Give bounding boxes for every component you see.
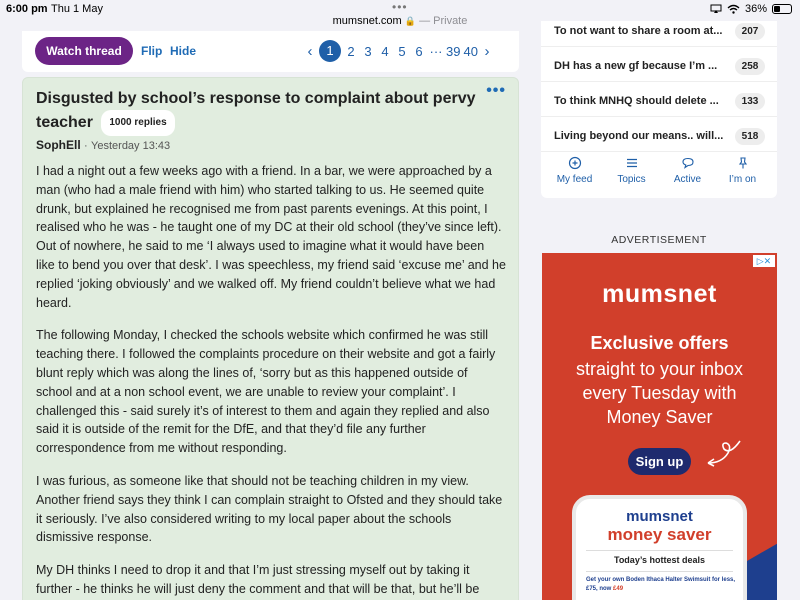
tab-im-on-label: I’m on [728, 174, 757, 185]
thread-item-title: To not want to share a room at... [554, 25, 723, 37]
thread-item-count: 133 [735, 93, 765, 110]
page-1[interactable]: 1 [319, 40, 341, 62]
phone-offer-text: Get your own Boden Ithaca Halter Swimsuit for less, £75, now [586, 577, 736, 592]
popular-threads [541, 21, 777, 198]
ad-signup-button[interactable]: Sign up [628, 448, 691, 475]
phone-offer [586, 576, 736, 594]
post-paragraph: The following Monday, I checked the schools website which confirmed he was still teaching there. I followed the complaints procedure on their website and got a fairly blunt reply which was along the lines of, ‘sorry but as this happened outside of school and at a non school event, we are unable to review your complaint’. I challenged this - said surely it’s of interest to them and again they replied and also said it is outside of the remit for the DfE, and that they’d file any further correspondence from me without responding. [36, 328, 496, 456]
phone-offer-price: £49 [613, 586, 624, 592]
tab-active-label: Active [673, 174, 702, 185]
page-6[interactable]: 6 [415, 43, 423, 59]
replies-badge: 1000 replies [101, 110, 174, 136]
chat-icon [681, 156, 695, 170]
post-body [36, 162, 506, 600]
tab-im-on[interactable] [713, 156, 772, 185]
battery-percent: 36% [744, 3, 767, 15]
thread-item-title: DH has a new gf because I’m ... [554, 60, 718, 72]
post-author[interactable]: SophEll [36, 138, 81, 152]
pagination [304, 40, 493, 62]
page-4[interactable]: 4 [381, 43, 389, 59]
thread-title-text: Disgusted by school’s response to complaint about pervy teacher [36, 90, 476, 131]
meta-separator: · [84, 140, 88, 152]
divider [586, 571, 733, 572]
plus-bubble-icon [568, 156, 582, 170]
thread-item[interactable] [541, 86, 777, 117]
page-5[interactable]: 5 [398, 43, 406, 59]
page-ellipsis: ··· [429, 43, 443, 59]
prev-page-icon[interactable]: ‹ [307, 42, 313, 60]
tab-topics-label: Topics [617, 174, 646, 185]
page-40[interactable]: 40 [463, 43, 478, 59]
ad-subheadline [542, 357, 777, 429]
watch-thread-button[interactable]: Watch thread [35, 37, 133, 65]
ad-label: ADVERTISEMENT [611, 234, 707, 246]
screen-mirror-icon [710, 4, 722, 14]
ad-brand: mumsnet [602, 280, 717, 308]
phone-subbrand: money saver [607, 525, 712, 544]
post-paragraph: My DH thinks I need to drop it and that I’m just stressing myself out by taking it further - he thinks he will just deny the comment and that will be that, but he’ll be [36, 563, 480, 596]
thread-item-count: 518 [735, 128, 765, 145]
page-3[interactable]: 3 [364, 43, 372, 59]
thread-item-title: Living beyond our means.. will... [554, 130, 724, 142]
thread-item[interactable] [541, 121, 777, 152]
status-date: Thu 1 May [51, 3, 103, 15]
thread-item-count: 258 [735, 58, 765, 75]
post-time: Yesterday 13:43 [91, 140, 171, 152]
menu-icon [625, 156, 639, 170]
advertisement[interactable] [542, 253, 777, 600]
lock-icon: 🔒 [404, 16, 416, 26]
hide-link[interactable]: Hide [170, 44, 197, 58]
tab-my-feed[interactable] [545, 156, 604, 185]
phone-deals-heading: Today’s hottest deals [613, 555, 706, 565]
more-options-icon[interactable]: ••• [486, 82, 506, 99]
ad-choices-icon[interactable]: ▷✕ [753, 255, 775, 267]
pin-icon [736, 156, 750, 170]
tab-my-feed-label: My feed [556, 174, 593, 185]
thread-title [36, 88, 476, 136]
arrow-doodle-icon [704, 433, 744, 469]
divider [586, 550, 733, 551]
status-indicators [710, 3, 792, 15]
status-time: 6:00 pm [6, 3, 48, 15]
original-post [22, 77, 519, 600]
ad-subline: every Tuesday with [582, 383, 737, 403]
flip-link[interactable]: Flip [141, 44, 163, 58]
tab-topics[interactable] [602, 156, 661, 185]
ad-phone-mockup [572, 495, 747, 600]
ad-headline: Exclusive offers [590, 333, 729, 353]
thread-toolbar [22, 31, 519, 72]
ad-subline: Money Saver [606, 407, 713, 427]
battery-icon [772, 4, 792, 14]
thread-item-title: To think MNHQ should delete ... [554, 95, 719, 107]
post-paragraph: I had a night out a few weeks ago with a friend. In a bar, we were approached by a man (who had a male friend with him) who started talking to us. He seemed quite drunk, but explained he recognised me from past parents evenings. At this point, I realised who he was - he taught one of my DC at their old school (they’ve since left). Out of nowhere, he said to me ‘I always used to imagine what it would have been like to bend you over that desk’. I was speechless, my friend said ‘excuse me’ and he replied ‘joking obviously’ and we walked off. My friend couldn’t believe what we had heard. [36, 164, 506, 310]
tab-active[interactable] [658, 156, 717, 185]
next-page-icon[interactable]: › [484, 42, 490, 60]
thread-item[interactable] [541, 51, 777, 82]
page-2[interactable]: 2 [347, 43, 355, 59]
thread-item[interactable] [541, 21, 777, 47]
browser-menu-icon[interactable]: ••• [392, 0, 408, 14]
thread-item-count: 207 [735, 23, 765, 40]
post-meta [36, 138, 170, 152]
url-text: mumsnet.com [332, 15, 402, 27]
private-label: — Private [419, 15, 468, 27]
phone-brand: mumsnet [626, 508, 693, 525]
ad-subline: straight to your inbox [575, 359, 744, 379]
post-paragraph: I was furious, as someone like that should not be teaching children in my view. Another friend says they think I can complain straight to Ofsted and they should take it seriously. I’ve also considered writing to my local paper about the schools dismissive response. [36, 473, 503, 545]
sidebar-tabbar [541, 152, 777, 198]
wifi-icon [727, 4, 740, 14]
page-39[interactable]: 39 [446, 43, 461, 59]
